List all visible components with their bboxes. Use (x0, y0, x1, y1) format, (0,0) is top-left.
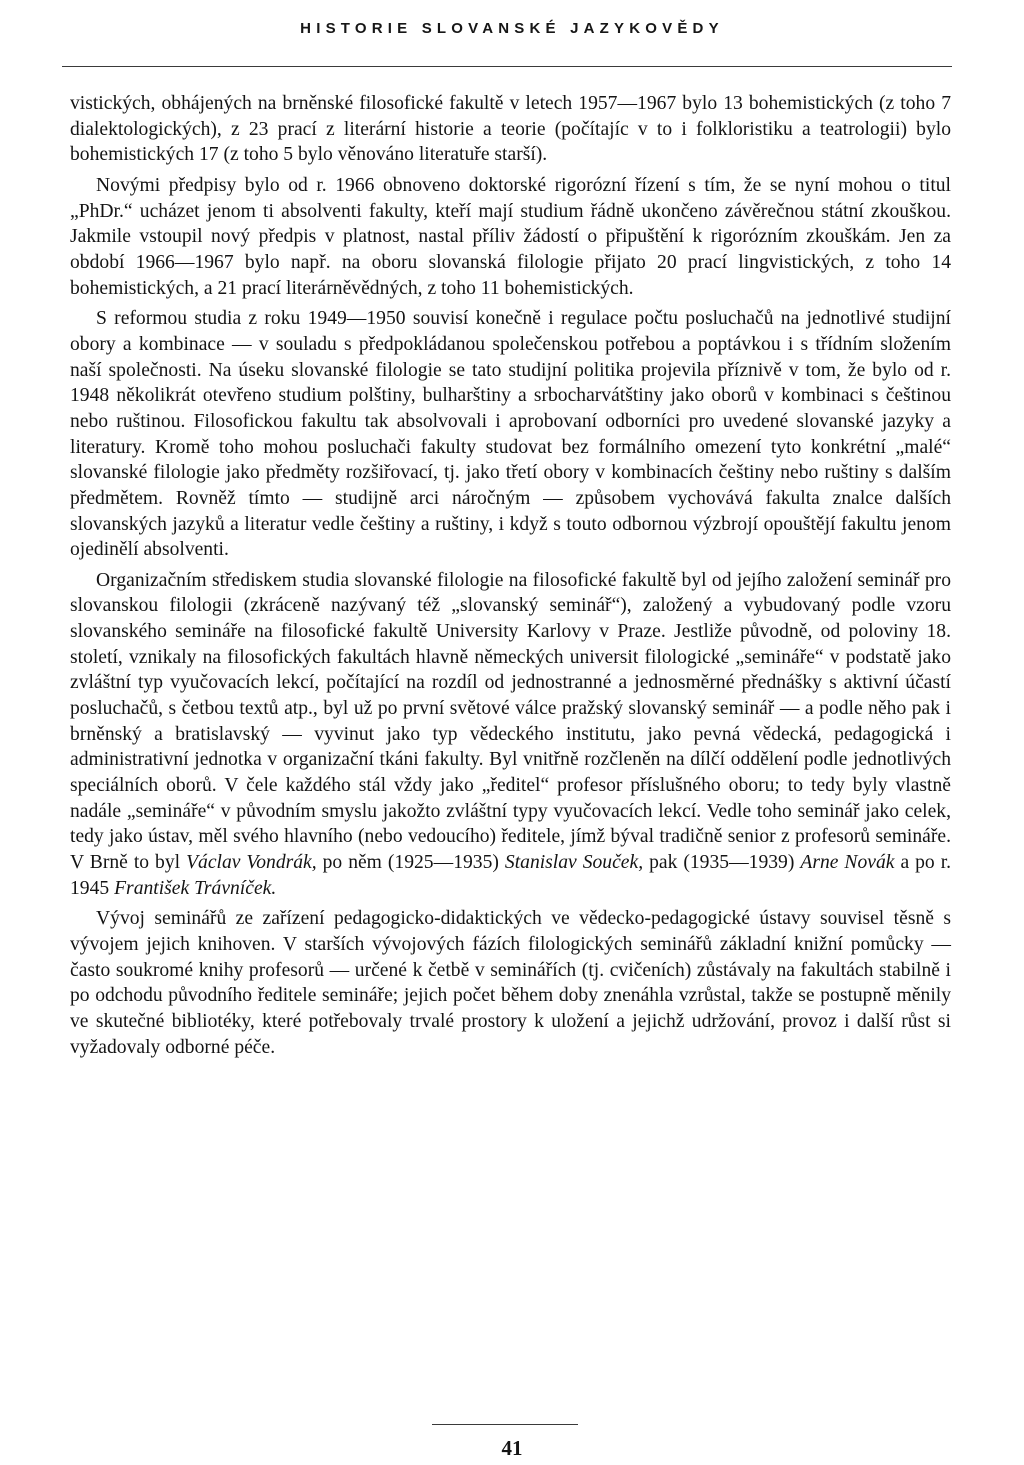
page-number: 41 (501, 1436, 523, 1460)
paragraph-5: Vývoj seminářů ze zařízení pedagogicko-didaktických ve vědecko-pedagogické ústavy souvisel těsně s vývojem jejich knihoven. V starších vývojových fázích filologických seminářů základní knižní pomůcky — často soukromé knihy profesorů — určené k četbě v seminářích (tj. cvičeních) zůstávaly na fakultách stabilně i po odchodu původního ředitele semináře; jejich počet během doby znenáhla vzrůstal, takže se postupně měnily ve skutečné bibliotéky, které potřebovaly trvalé prostory k uložení a jejichž udržování, provoz i další růst si vyžadovaly odborné péče. (70, 908, 951, 1058)
paragraph-4 (70, 568, 951, 902)
paragraph-4-mid-3: a po r. 1945 (70, 852, 952, 899)
person-name-vondrak: Václav Vondrák, (186, 852, 317, 874)
paragraph-4-text: Organizačním střediskem studia slovanské filologie na filosofické fakultě byl od jejího založení seminář pro slovanskou filologii (zkráceně nazývaný též „slovanský seminář“), založený a vybudovaný podle vzoru slovanského semináře na filosofické fakultě University Karlovy v Praze. Jestliže původně, od poloviny 18. století, vznikaly na filosofických fakultách hlavně německých universit filologické „semináře“ v podstatě jako zvláštní typ vyučovacích lekcí, počítající na rozdíl od jednostranné a jednosměrné přednášky s aktivní účastí posluchačů, s četbou textů atp., byl už po první světové válce pražský slovanský seminář — a podle něho pak i brněnský a bratislavský — vyvinut jako typ vědeckého institutu, jako pevná vědecká, pedagogická i administrativní jednotka v organizační tkáni fakulty. Byl vnitřně rozčleněn na dílčí oddělení podle jednotlivých speciálních oborů. V čele každého stál vždy jako „ředitel“ profesor příslušného oboru; to tedy byly vlastně nadále „semináře“ v původním smyslu jakožto zvláštní typy vyučovacích lekcí. Vedle toho seminář jako celek, tedy jako ústav, měl svého hlavního (nebo vedoucího) ředitele, jímž býval tradičně senior z profesorů semináře. V Brně to byl (70, 569, 951, 874)
running-head: HISTORIE SLOVANSKÉ JAZYKOVĚDY (300, 20, 724, 37)
paragraph-4-mid-2: pak (1935—1939) (649, 852, 795, 874)
person-name-soucek: Stanislav Souček, (504, 852, 644, 874)
body-text (70, 91, 951, 1065)
paragraph-4-mid-1: po něm (1925—1935) (322, 852, 499, 874)
footer-rule (432, 1424, 578, 1425)
paragraph-3: S reformou studia z roku 1949—1950 souvisí konečně i regulace počtu posluchačů na jednotlivé studijní obory a kombinace — v souladu s předpokládanou společenskou potřebou a poptávkou i s třídním složením naší společnosti. Na úseku slovanské filologie se tato studijní politika projevila příznivě v tom, že bylo od r. 1948 několikrát otevřeno studium polštiny, bulharštiny a srbocharvátštiny jako oborů v kombinaci s češtinou nebo ruštinou. Filosofickou fakultu tak absolvovali i aprobovaní odborníci pro uvedené slovanské jazyky a literatury. Kromě toho mohou posluchači fakulty studovat bez formálního omezení tyto konkrétní „malé“ slovanské filologie jako předměty rozšiřovací, tj. jako třetí obory v kombinacích češtiny nebo ruštiny s dalším předmětem. Rovněž tímto — studijně arci náročným — způsobem vychovává fakulta znalce dalších slovanských jazyků a literatur vedle češtiny a ruštiny, i když s touto odbornou výzbrojí opouštějí fakultu jenom ojedinělí absolventi. (70, 308, 951, 561)
paragraph-2: Novými předpisy bylo od r. 1966 obnoveno doktorské rigorózní řízení s tím, že se nyní mohou o titul „PhDr.“ ucházet jenom ti absolventi fakulty, kteří mají studium řádně ukončeno závěrečnou státní zkouškou. Jakmile vstoupil nový předpis v platnost, nastal příliv žádostí o připuštění k rigorózním zkouškám. Jen za období 1966—1967 bylo např. na oboru slovanská filologie přijato 20 prací lingvistických, z toho 14 bohemistických, a 21 prací literárněvědných, z toho 11 bohemistických. (70, 174, 951, 299)
paragraph-1: vistických, obhájených na brněnské filosofické fakultě v letech 1957—1967 bylo 13 bohemistických (z toho 7 dialektologických), z 23 prací z literární historie a teorie (počítajíc v to i folkloristiku a teatrologii) bylo bohemistických 17 (z toho 5 bylo věnováno literatuře starší). (70, 93, 951, 166)
person-name-novak: Arne Novák (800, 852, 895, 874)
header-rule (62, 66, 952, 67)
person-name-travnicek: František Trávníček. (114, 877, 277, 899)
